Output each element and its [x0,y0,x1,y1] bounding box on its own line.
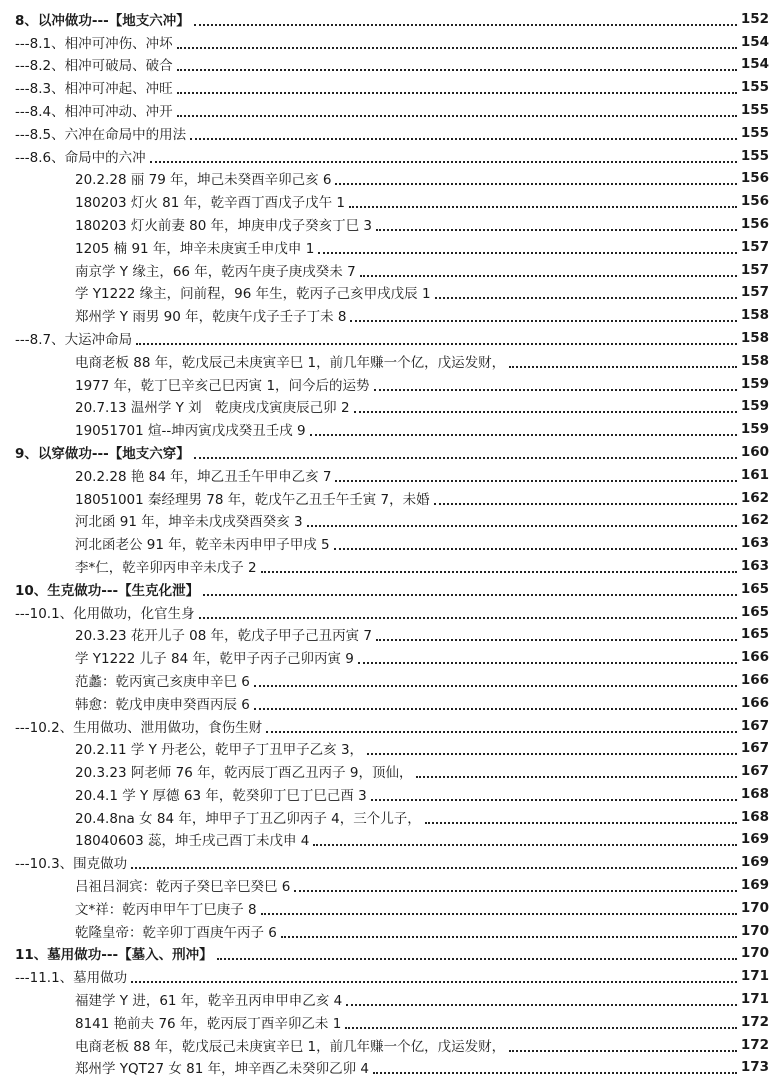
toc-entry-title: 电商老板 88 年，乾戊辰己未庚寅辛巳 1，前几年赚一个亿，戊运发财， [75,1038,506,1055]
toc-entry-title: 郑州学 YQT27 女 81 年，坤辛酉乙未癸卯乙卯 4 [75,1061,370,1078]
toc-entry-title: 18051001 秦经理男 78 年，乾戊午乙丑壬午壬寅 7，未婚 [75,491,430,508]
toc-entry-case[interactable] [0,485,777,508]
toc-page-number: 162 [740,489,769,506]
toc-page-number: 169 [740,854,769,871]
toc-entry-case[interactable] [0,394,777,417]
toc-entry-title: 乾隆皇帝：乾辛卯丁酉庚午丙子 6 [75,924,277,941]
dot-leader [318,252,737,254]
toc-entry-case[interactable] [0,530,777,553]
toc-entry-line [75,375,777,394]
toc-entry-line [75,765,777,781]
toc-entry-line [15,10,777,29]
dot-leader [335,480,737,482]
dot-leader [177,92,737,94]
dot-leader [266,731,737,733]
toc-page-number: 171 [740,968,769,985]
toc-entry-case[interactable] [0,1032,777,1055]
dot-leader [376,639,737,641]
toc-entry-line [15,329,777,348]
toc-entry-case[interactable] [0,371,777,394]
toc-entry-line [75,238,777,257]
toc-page-number: 156 [740,170,769,187]
toc-entry-case[interactable] [0,986,777,1009]
toc-page-number: 155 [740,124,769,141]
toc-page-number: 163 [740,535,769,552]
dot-leader [360,275,737,277]
dot-leader [190,138,737,140]
toc-entry-case[interactable] [0,302,777,325]
toc-entry-line [15,58,777,74]
toc-entry-title: ---10.2、生用做功、泄用做功，食伤生财 [15,719,263,736]
dot-leader [307,525,737,527]
dot-leader [358,662,737,664]
toc-entry-line [75,309,777,325]
dot-leader [131,867,737,869]
dot-leader [177,69,737,71]
toc-page-number: 165 [740,626,769,643]
dot-leader [254,708,737,710]
toc-page-number: 165 [740,603,769,620]
toc-entry-line [15,947,777,963]
toc-entry-title: 9、以穿做功---【地支六穿】 [15,445,190,462]
dot-leader [509,366,737,368]
toc-page-number: 157 [740,238,769,255]
toc-entry-line [75,628,777,644]
toc-entry-line [75,286,777,302]
toc-page-number: 162 [740,512,769,529]
toc-entry-title: 20.2.28 艳 84 年，坤乙丑壬午甲申乙亥 7 [75,468,332,485]
toc-entry-title: 南京学 Y 缘主，66 年，乾丙午庚子庚戌癸未 7 [75,263,356,280]
toc-entry-title: ---8.6、命局中的六冲 [15,149,146,166]
toc-entry-line [75,537,777,553]
toc-entry-subsection[interactable] [0,97,777,120]
toc-entry-subsection[interactable] [0,52,777,75]
toc-entry-line [15,603,777,622]
dot-leader [354,411,737,413]
toc-entry-subsection[interactable] [0,849,777,872]
toc-entry-title: 20.2.28 丽 79 年，坤己未癸酉辛卯己亥 6 [75,172,332,189]
toc-entry-line [75,1013,777,1032]
toc-entry-case[interactable] [0,690,777,713]
toc-entry-title: 20.2.11 学 Y 丹老公，乾甲子丁丑甲子乙亥 3， [75,742,364,759]
toc-entry-line [75,423,777,439]
toc-entry-title: 河北函 91 年，坤辛未戊戌癸酉癸亥 3 [75,514,303,531]
toc-entry-line [75,694,777,713]
toc-entry-case[interactable] [0,416,777,439]
toc-entry-case[interactable] [0,280,777,303]
toc-entry-title: 11、墓用做功---【墓入、刑冲】 [15,947,213,964]
toc-page-number: 152 [740,10,769,27]
toc-page-number: 166 [740,671,769,688]
toc-entry-line [75,557,777,576]
toc-entry-case[interactable] [0,918,777,941]
toc-page-number: 159 [740,398,769,415]
toc-entry-title: 范蠡：乾丙寅己亥庚申辛巳 6 [75,673,250,690]
dot-leader [416,776,737,778]
toc-entry-title: 福建学 Y 进，61 年，乾辛丑丙申甲申乙亥 4 [75,993,343,1010]
toc-entry-title: ---8.7、大运冲命局 [15,331,133,348]
toc-page-number: 167 [740,740,769,757]
toc-entry-case[interactable] [0,166,777,189]
dot-leader [371,799,737,801]
toc-entry-case[interactable] [0,462,777,485]
toc-page-number: 171 [740,991,769,1008]
toc-page-number: 155 [740,101,769,118]
toc-entry-title: ---8.2、相冲可破局、破合 [15,58,173,75]
dot-leader [509,1050,737,1052]
toc-entry-subsection[interactable] [0,713,777,736]
toc-entry-line [75,261,777,280]
toc-entry-line [75,215,777,234]
toc-entry-title: ---8.1、相冲可冲伤、冲坏 [15,35,173,52]
toc-entry-case[interactable] [0,1055,777,1078]
dot-leader [313,844,737,846]
toc-entry-case[interactable] [0,211,777,234]
dot-leader [261,571,737,573]
dot-leader [261,913,737,915]
toc-page-number: 159 [740,375,769,392]
toc-entry-section[interactable] [0,576,777,599]
toc-entry-title: 20.3.23 阿老师 76 年，乾丙辰丁酉乙丑丙子 9，顶仙， [75,765,413,782]
toc-entry-line [75,879,777,895]
toc-page-number: 154 [740,33,769,50]
toc-page-number: 167 [740,763,769,780]
toc-entry-case[interactable] [0,827,777,850]
toc-entry-line [15,443,777,462]
dot-leader [376,229,737,231]
toc-entry-title: 20.3.23 花开儿子 08 年，乾戊子甲子己丑丙寅 7 [75,628,372,645]
toc-entry-title: 吕祖吕洞宾：乾丙子癸巳辛巳癸巳 6 [75,879,291,896]
dot-leader [373,1072,737,1074]
toc-entry-title: ---8.5、六冲在命局中的用法 [15,126,187,143]
toc-entry-case[interactable] [0,553,777,576]
toc-entry-case[interactable] [0,622,777,645]
toc-entry-line [15,147,777,166]
dot-leader [367,753,737,755]
toc-entry-title: ---10.1、化用做功，化官生身 [15,605,195,622]
dot-leader [177,115,737,117]
toc-entry-title: 20.7.13 温州学 Y 刘 乾庚戌戊寅庚辰己卯 2 [75,400,350,417]
toc-page-number: 166 [740,694,769,711]
toc-page-number: 169 [740,831,769,848]
toc-page-number: 155 [740,147,769,164]
dot-leader [194,457,737,459]
toc-entry-case[interactable] [0,188,777,211]
toc-page-number: 155 [740,79,769,96]
toc-entry-title: 180203 灯火前妻 80 年，坤庚申戊子癸亥丁巳 3 [75,217,372,234]
toc-entry-line [75,808,777,827]
dot-leader [434,503,737,505]
toc-entry-case[interactable] [0,758,777,781]
toc-entry-case[interactable] [0,234,777,257]
toc-entry-case[interactable] [0,895,777,918]
dot-leader [349,206,737,208]
toc-entry-title: 1205 楠 91 年，坤辛未庚寅壬申戊申 1 [75,240,315,257]
toc-entry-line [75,1061,777,1077]
toc-entry-line [15,101,777,120]
dot-leader [346,1004,737,1006]
toc-entry-case[interactable] [0,804,777,827]
toc-page-number: 172 [740,1013,769,1030]
toc-page-number: 168 [740,785,769,802]
toc-entry-line [15,124,777,143]
toc-entry-case[interactable] [0,736,777,759]
toc-entry-line [75,195,777,211]
toc-entry-subsection[interactable] [0,963,777,986]
toc-entry-title: 韩愈：乾戊申庚申癸酉丙辰 6 [75,696,250,713]
toc-entry-title: ---10.3、围克做功 [15,856,128,873]
toc-entry-line [75,489,777,508]
dot-leader [345,1027,737,1029]
toc-entry-subsection[interactable] [0,74,777,97]
toc-entry-line [75,651,777,667]
toc-entry-title: ---8.3、相冲可冲起、冲旺 [15,81,173,98]
toc-entry-line [75,400,777,416]
toc-entry-line [75,466,777,485]
toc-entry-subsection[interactable] [0,29,777,52]
dot-leader [194,24,737,26]
toc-entry-title: 18040603 蕊，坤壬戌己酉丁未戊申 4 [75,833,310,850]
toc-entry-title: 20.4.8na 女 84 年，坤甲子丁丑乙卯丙子 4，三个儿子， [75,810,421,827]
toc-entry-line [75,922,777,941]
toc-entry-title: ---8.4、相冲可冲动、冲开 [15,103,173,120]
toc-entry-case[interactable] [0,257,777,280]
dot-leader [334,548,737,550]
dot-leader [203,594,737,596]
toc-entry-line [75,899,777,918]
toc-entry-case[interactable] [0,348,777,371]
toc-entry-line [75,833,777,849]
dot-leader [150,161,737,163]
toc-entry-title: 学 Y1222 缘主，问前程，96 年生，乾丙子己亥甲戌戊辰 1 [75,286,431,303]
toc-page-number: 158 [740,307,769,324]
toc-page-number: 156 [740,215,769,232]
toc-page-number: 163 [740,557,769,574]
toc-entry-line [75,352,777,371]
toc-entry-subsection[interactable] [0,120,777,143]
toc-entry-title: 10、生克做功---【生克化泄】 [15,582,200,599]
toc-entry-title: 电商老板 88 年，乾戊辰己未庚寅辛巳 1，前几年赚一个亿，戊运发财， [75,354,506,371]
dot-leader [281,936,737,938]
toc-entry-line [75,785,777,804]
dot-leader [199,617,737,619]
dot-leader [374,389,737,391]
toc-entry-title: 学 Y1222 儿子 84 年，乾甲子丙子己卯丙寅 9 [75,651,354,668]
toc-entry-line [15,33,777,52]
toc-page-number: 167 [740,717,769,734]
toc-entry-line [15,970,777,986]
toc-page-number: 170 [740,945,769,962]
toc-entry-case[interactable] [0,644,777,667]
toc-entry-title: 8、以冲做功---【地支六冲】 [15,12,190,29]
toc-entry-subsection[interactable] [0,325,777,348]
toc-page-number: 172 [740,1036,769,1053]
toc-page-number: 159 [740,421,769,438]
toc-entry-section[interactable] [0,941,777,964]
toc-entry-title: 河北函老公 91 年，乾辛未丙申甲子甲戌 5 [75,537,330,554]
dot-leader [310,434,737,436]
toc-entry-line [75,671,777,690]
toc-page-number: 166 [740,649,769,666]
toc-entry-line [75,1036,777,1055]
toc-entry-subsection[interactable] [0,143,777,166]
toc-page-number: 169 [740,877,769,894]
toc-entry-title: 20.4.1 学 Y 厚德 63 年，乾癸卯丁巳丁巳己酉 3 [75,787,367,804]
dot-leader [254,685,737,687]
toc-page-number: 158 [740,329,769,346]
toc-entry-line [75,172,777,188]
toc-page-number: 158 [740,352,769,369]
toc-entry-line [15,717,777,736]
toc-page-number: 154 [740,56,769,73]
toc-entry-subsection[interactable] [0,599,777,622]
dot-leader [335,183,737,185]
toc-entry-title: 8141 艳前夫 76 年，乾丙辰丁酉辛卯乙未 1 [75,1015,342,1032]
dot-leader [294,890,737,892]
toc-entry-case[interactable] [0,508,777,531]
toc-entry-section[interactable] [0,6,777,29]
dot-leader [435,297,737,299]
toc-entry-title: 文*祥：乾丙申甲午丁巳庚子 8 [75,901,257,918]
toc-page-number: 170 [740,899,769,916]
dot-leader [131,981,737,983]
toc-entry-title: 1977 年，乾丁巳辛亥己巳丙寅 1，问今后的运势 [75,377,370,394]
toc-page-number: 170 [740,922,769,939]
toc-entry-line [75,742,777,758]
toc-entry-title: ---11.1、墓用做功 [15,970,128,987]
toc-entry-title: 180203 灯火 81 年，乾辛酉丁酉戊子戊午 1 [75,195,345,212]
toc-page-number: 160 [740,443,769,460]
dot-leader [136,343,737,345]
toc-page-number: 156 [740,193,769,210]
toc-entry-line [15,856,777,872]
toc-entry-case[interactable] [0,872,777,895]
toc-entry-title: 李*仁，乾辛卯丙申辛未戊子 2 [75,559,257,576]
toc-entry-case[interactable] [0,1009,777,1032]
toc-page-number: 157 [740,284,769,301]
toc-page-number: 173 [740,1059,769,1076]
dot-leader [350,320,737,322]
toc-entry-title: 19051701 煊--坤丙寅戊戌癸丑壬戌 9 [75,423,306,440]
toc-entry-title: 郑州学 Y 雨男 90 年，乾庚午戊子壬子丁未 8 [75,309,347,326]
toc-page-number: 168 [740,808,769,825]
toc-page-number: 165 [740,580,769,597]
dot-leader [177,47,737,49]
toc-entry-line [15,81,777,97]
dot-leader [425,822,737,824]
toc-page-number: 161 [740,466,769,483]
toc-entry-case[interactable] [0,781,777,804]
dot-leader [217,958,737,960]
toc-entry-line [75,993,777,1009]
toc-entry-case[interactable] [0,667,777,690]
toc-page-number: 157 [740,261,769,278]
toc-entry-line [15,580,777,599]
toc-entry-line [75,514,777,530]
toc-entry-section[interactable] [0,439,777,462]
